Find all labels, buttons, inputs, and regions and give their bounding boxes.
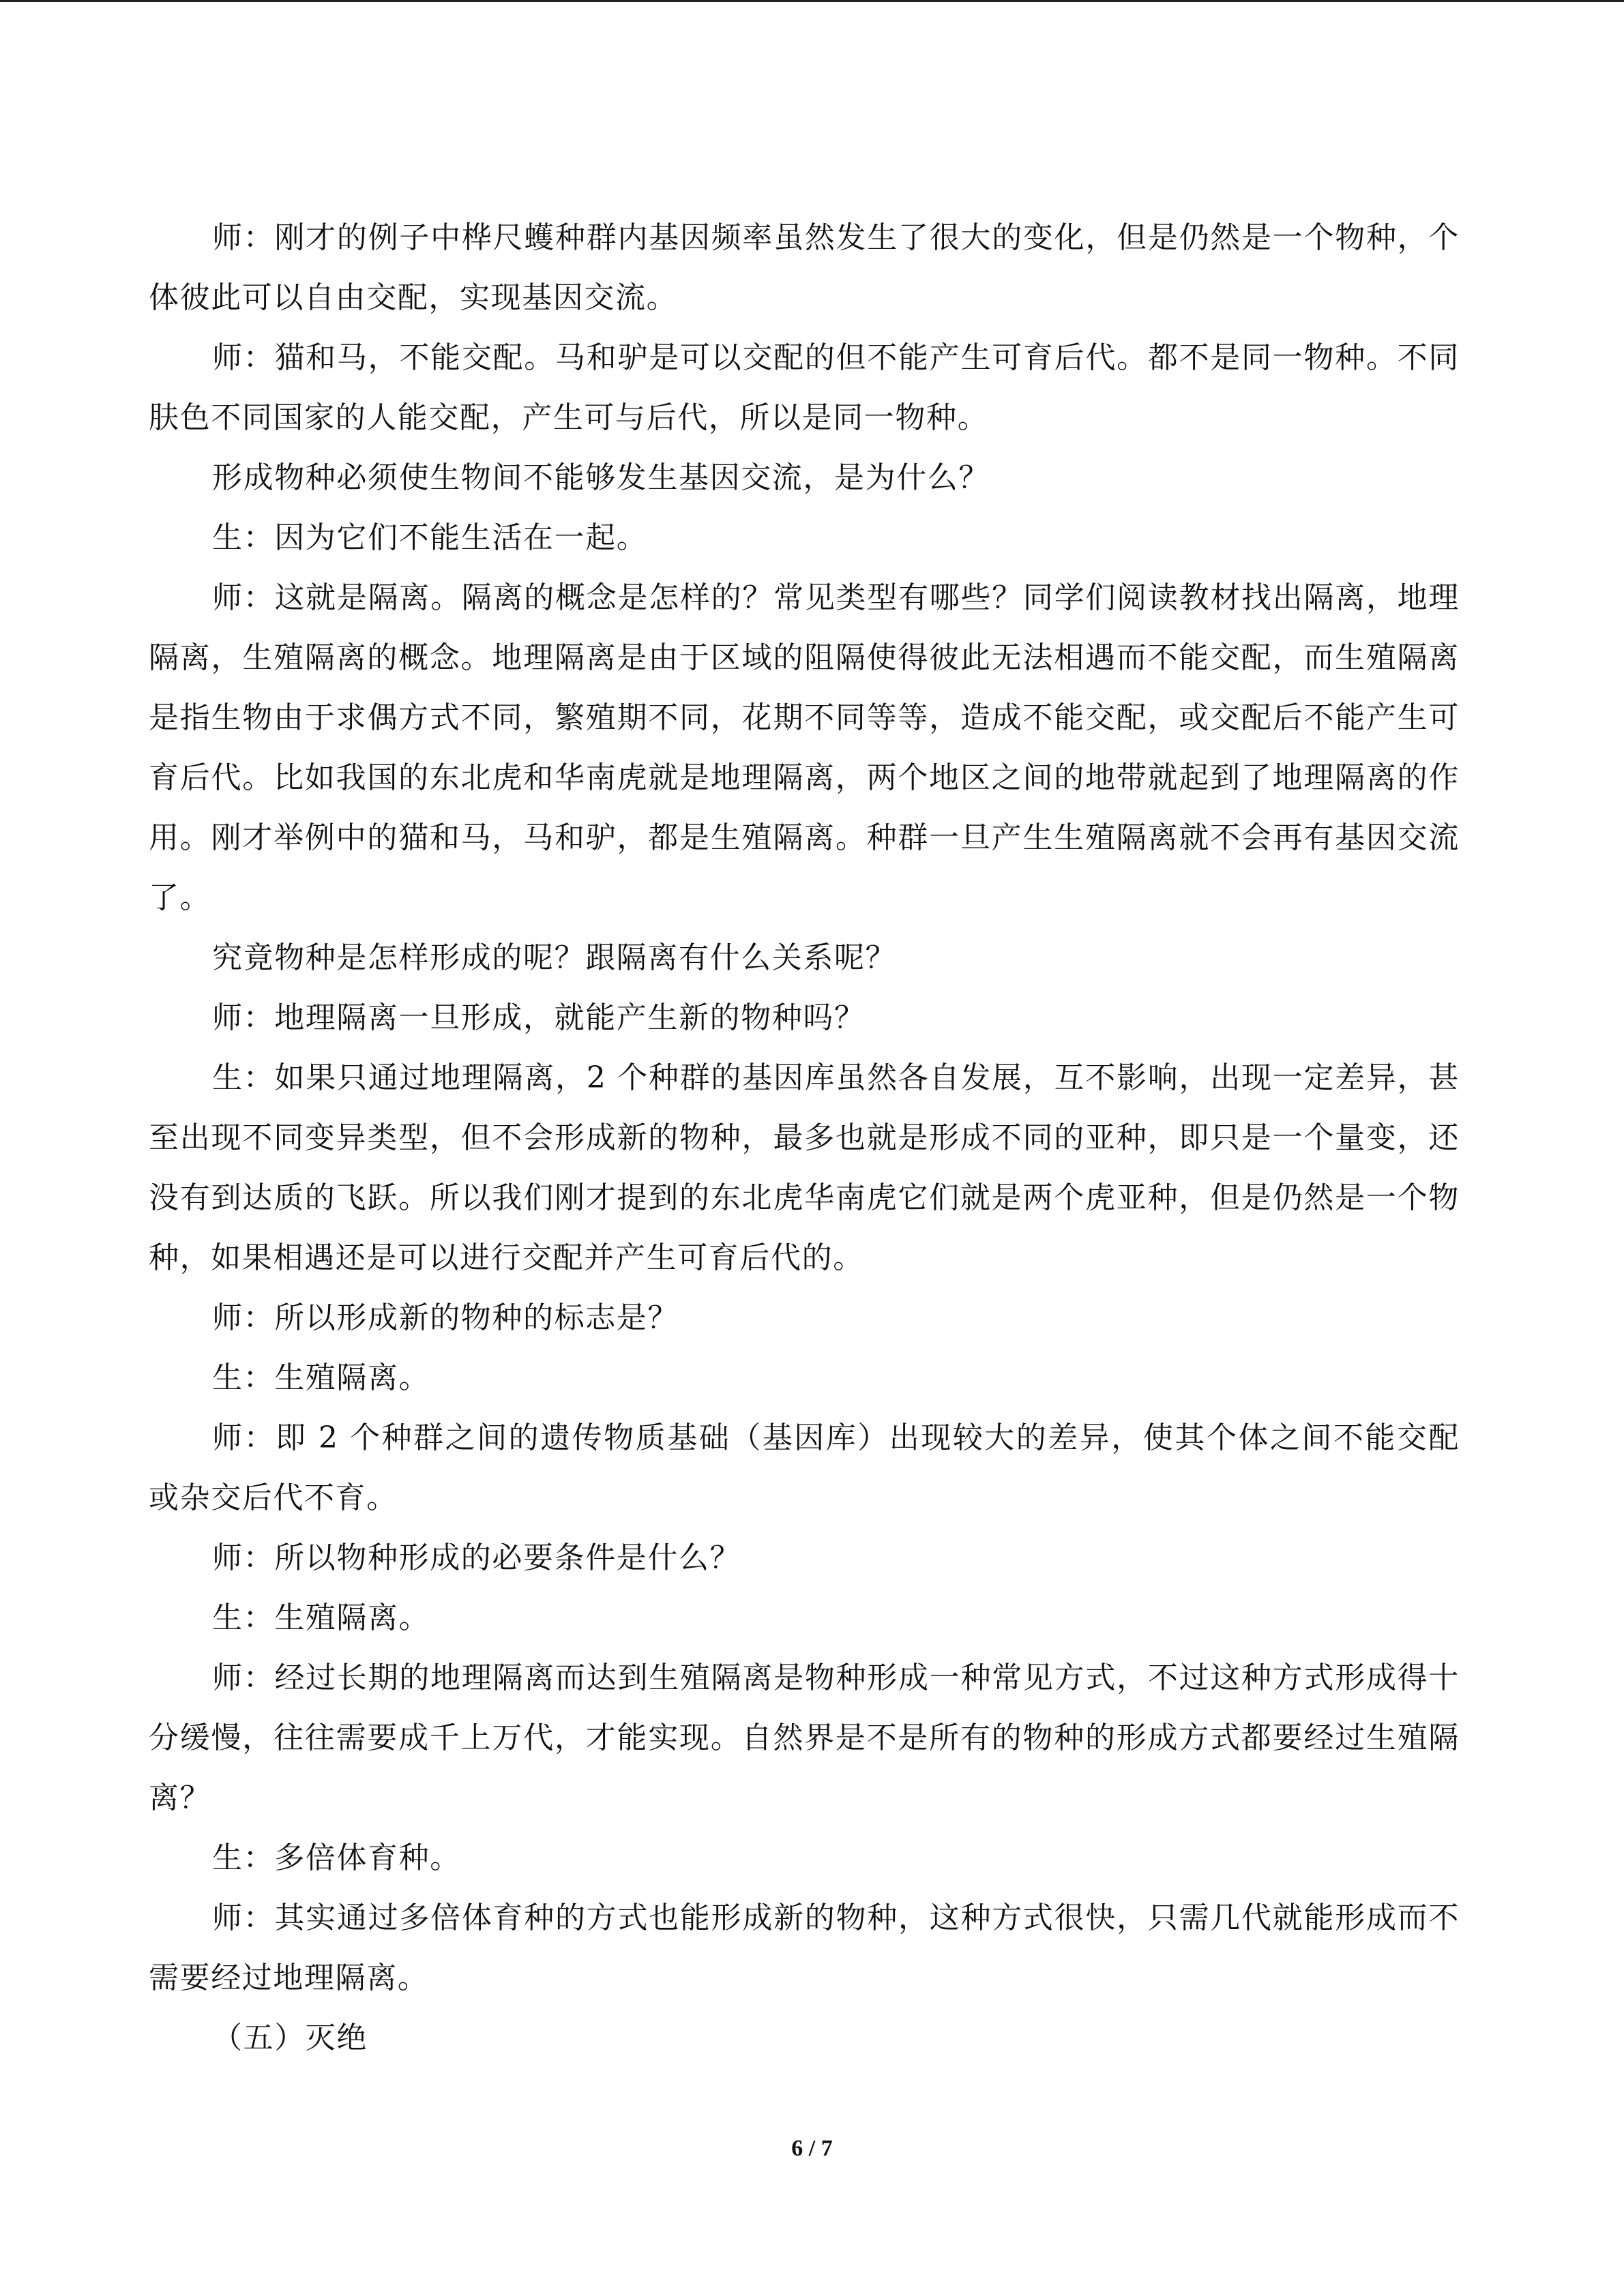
paragraph: 师：刚才的例子中桦尺蠖种群内基因频率虽然发生了很大的变化，但是仍然是一个物种，个体彼此可以自由交配，实现基因交流。 (149, 220, 1460, 315)
paragraph: 生：因为它们不能生活在一起。 (212, 520, 648, 555)
paragraph: 师：猫和马，不能交配。马和驴是可以交配的但不能产生可育后代。都不是同一物种。不同肤色不同国家的人能交配，产生可与后代，所以是同一物种。 (149, 340, 1460, 435)
paragraph: 师：所以物种形成的必要条件是什么？ (212, 1540, 741, 1575)
paragraph: 生：生殖隔离。 (212, 1600, 430, 1635)
paragraph: 师：即 2 个种群之间的遗传物质基础（基因库）出现较大的差异，使其个体之间不能交配或杂交后代不育。 (149, 1420, 1460, 1515)
paragraph: 师：这就是隔离。隔离的概念是怎样的？常见类型有哪些？同学们阅读教材找出隔离，地理隔离，生殖隔离的概念。地理隔离是由于区域的阻隔使得彼此无法相遇而不能交配，而生殖隔离是指生物由于求偶方式不同，繁殖期不同，花期不同等等，造成不能交配，或交配后不能产生可育后代。比如我国的东北虎和华南虎就是地理隔离，两个地区之间的地带就起到了地理隔离的作用。刚才举例中的猫和马，马和驴，都是生殖隔离。种群一旦产生生殖隔离就不会再有基因交流了。 (149, 580, 1460, 915)
paragraph: 形成物种必须使生物间不能够发生基因交流，是为什么？ (212, 460, 990, 495)
paragraph: 生：多倍体育种。 (212, 1840, 461, 1875)
page-number: 6 / 7 (791, 2136, 833, 2161)
section-heading: （五）灭绝 (212, 2021, 368, 2055)
paragraph: 师：地理隔离一旦形成，就能产生新的物种吗？ (212, 1000, 866, 1035)
paragraph: 生：如果只通过地理隔离，2 个种群的基因库虽然各自发展，互不影响，出现一定差异，甚至出现不同变异类型，但不会形成新的物种，最多也就是形成不同的亚种，即只是一个量变，还没有到达质的飞跃。所以我们刚才提到的东北虎华南虎它们就是两个虎亚种，但是仍然是一个物种，如果相遇还是可以进行交配并产生可育后代的。 (149, 1060, 1460, 1275)
paragraph: 究竟物种是怎样形成的呢？跟隔离有什么关系呢？ (212, 940, 897, 975)
top-border-line (0, 0, 1624, 2)
paragraph: 师：经过长期的地理隔离而达到生殖隔离是物种形成一种常见方式，不过这种方式形成得十分缓慢，往往需要成千上万代，才能实现。自然界是不是所有的物种的形成方式都要经过生殖隔离？ (149, 1660, 1460, 1815)
paragraph: 生：生殖隔离。 (212, 1360, 430, 1395)
paragraph: 师：其实通过多倍体育种的方式也能形成新的物种，这种方式很快，只需几代就能形成而不需要经过地理隔离。 (149, 1900, 1460, 1995)
document-body (149, 208, 1460, 2068)
paragraph: 师：所以形成新的物种的标志是？ (212, 1300, 679, 1335)
